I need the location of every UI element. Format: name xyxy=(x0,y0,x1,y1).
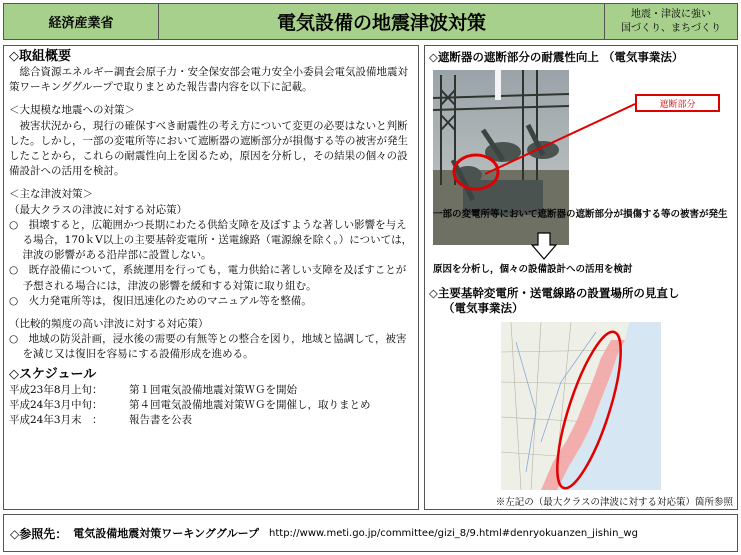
reference-link[interactable]: http://www.meti.go.jp/committee/gizi_8/9.html#denryokuanzen_jishin_wg xyxy=(269,527,638,539)
down-arrow-icon xyxy=(531,232,557,260)
overview-heading: ◇取組概要 xyxy=(9,49,71,64)
overview-text: 総合資源エネルギー調査会原子力・安全保安部会電力安全小委員会電気設備地震対策ワーキンググループで取りまとめた報告書内容を以下に記載。 xyxy=(9,66,408,94)
reference-label: ◇参照先： xyxy=(10,526,68,541)
damage-text: 一部の変電所等において遮断器の遮断部分が損傷する等の被害が発生 xyxy=(433,209,728,220)
max-item-2: ○ 既存設備について，系統運用を行っても，電力供給に著しい支障を及ぼすことが予想される場合には，津波の影響を緩和する対策に取り組む。 xyxy=(9,264,407,292)
slogan-line-1: 地震・津波に強い xyxy=(631,8,711,20)
siting-heading xyxy=(429,286,737,316)
max-class-heading: （最大クラスの津波に対する対応策） xyxy=(9,203,188,216)
siting-heading-line-2: （電気事業法） xyxy=(443,301,524,315)
header-bar xyxy=(3,3,738,40)
analysis-text: 原因を分析し，個々の設備設計への活用を検討 xyxy=(433,264,633,275)
schedule-row xyxy=(9,383,413,398)
ministry-name: 経済産業省 xyxy=(4,4,159,39)
schedule-event: 報告書を公表 xyxy=(129,413,192,426)
measures-panel xyxy=(424,45,738,510)
coastal-map xyxy=(501,322,661,490)
schedule-event: 第４回電気設備地震対策ＷＧを開催し，取りまとめ xyxy=(129,398,371,411)
callout-box xyxy=(635,94,720,112)
schedule-date: 平成24年3月末 ： xyxy=(9,413,103,426)
schedule-row xyxy=(9,413,413,428)
tsunami-heading: ＜主な津波対策＞ xyxy=(9,188,93,201)
schedule-row xyxy=(9,398,413,413)
freq-heading: （比較的頻度の高い津波に対する対応策） xyxy=(9,318,209,331)
page-title: 電気設備の地震津波対策 xyxy=(159,4,605,39)
schedule-date: 平成23年8月上旬： xyxy=(9,383,103,396)
quake-heading: ＜大規模な地震への対策＞ xyxy=(9,104,135,117)
freq-item-1: ○ 地域の防災計画，浸水後の需要の有無等との整合を図り，地域と協調して，被害を減じ又は復旧を容易にする設備形成を進める。 xyxy=(9,333,407,361)
breaker-heading: ◇遮断器の遮断部分の耐震性向上 （電気事業法） xyxy=(429,50,684,64)
schedule-date: 平成24年3月中旬： xyxy=(9,398,103,411)
slogan xyxy=(605,4,737,39)
map-note: ※左記の（最大クラスの津波に対する対応策）箇所参照 xyxy=(495,497,733,508)
siting-heading-line-1: ◇主要基幹変電所・送電線路の設置場所の見直し xyxy=(429,286,680,300)
max-item-1: ○ 損壊すると，広範囲かつ長期にわたる供給支障を及ぼすような著しい影響を与える場合，170ｋV以上の主要基幹変電所・送電線路（電源線を除く。）については，津波の影響がある沿岸部に設置しない。 xyxy=(9,218,413,262)
callout-connector xyxy=(485,94,645,184)
schedule-event: 第１回電気設備地震対策ＷＧを開始 xyxy=(129,383,297,396)
reference-footer xyxy=(3,514,738,552)
callout-label: 遮断部分 xyxy=(637,96,718,110)
max-item-3: ○ 火力発電所等は，復旧迅速化のためのマニュアル等を整備。 xyxy=(9,294,312,307)
schedule-heading: ◇スケジュール xyxy=(9,366,97,382)
quake-text: 被害状況から，現行の確保すべき耐震性の考え方について変更の必要はないと判断した。しかし，一部の変電所等において遮断器の遮断部分が損傷する等の被害が発生したことから，これらの耐震性向上を図るため，原因を分析し，その結果の個々の設備設計への活用を検討。 xyxy=(9,119,408,178)
overview-panel xyxy=(3,45,419,510)
reference-name: 電気設備地震対策ワーキンググループ xyxy=(73,527,260,540)
slogan-line-2: 国づくり、まちづくり xyxy=(621,22,721,34)
